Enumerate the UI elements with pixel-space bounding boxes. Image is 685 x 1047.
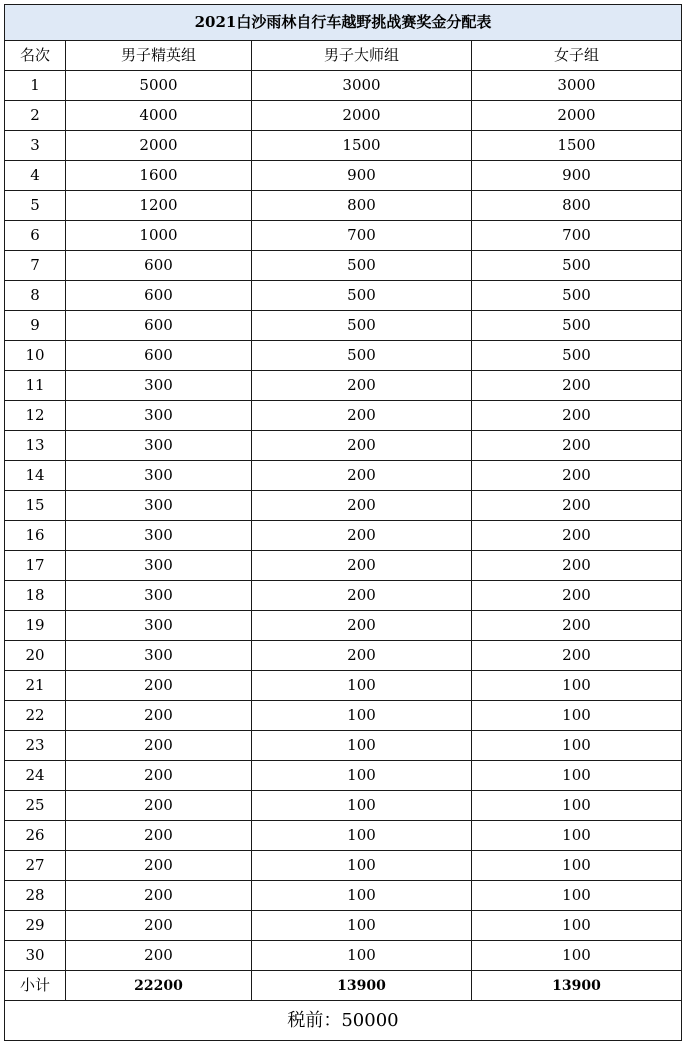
prize-sheet [4,4,681,1041]
women-cell: 100 [472,701,682,731]
men-master-cell: 200 [252,491,472,521]
men-master-cell: 100 [252,821,472,851]
women-cell: 200 [472,611,682,641]
table-row [5,161,682,191]
women-cell: 500 [472,251,682,281]
men-elite-cell: 300 [66,641,252,671]
women-cell: 200 [472,371,682,401]
rank-cell: 14 [5,461,66,491]
subtotal-row [5,971,682,1001]
men-master-cell: 100 [252,911,472,941]
rank-cell: 26 [5,821,66,851]
rank-cell: 30 [5,941,66,971]
rank-cell: 12 [5,401,66,431]
men-elite-cell: 300 [66,611,252,641]
men-master-cell: 3000 [252,71,472,101]
rank-cell: 1 [5,71,66,101]
women-cell: 500 [472,311,682,341]
table-row [5,311,682,341]
men-master-cell: 200 [252,371,472,401]
women-cell: 100 [472,851,682,881]
men-elite-cell: 200 [66,671,252,701]
men-master-cell: 200 [252,521,472,551]
table-row [5,71,682,101]
header-men-master: 男子大师组 [252,41,472,71]
rank-cell: 18 [5,581,66,611]
men-elite-cell: 300 [66,521,252,551]
men-master-cell: 100 [252,731,472,761]
header-row [5,41,682,71]
men-master-cell: 200 [252,581,472,611]
men-master-cell: 200 [252,461,472,491]
men-elite-cell: 200 [66,821,252,851]
subtotal-men-master: 13900 [252,971,472,1001]
table-row [5,791,682,821]
men-elite-cell: 300 [66,431,252,461]
table-row [5,911,682,941]
men-master-cell: 900 [252,161,472,191]
rank-cell: 29 [5,911,66,941]
men-elite-cell: 4000 [66,101,252,131]
rank-cell: 3 [5,131,66,161]
women-cell: 100 [472,881,682,911]
prize-table [4,4,682,1041]
women-cell: 700 [472,221,682,251]
men-elite-cell: 600 [66,311,252,341]
rank-cell: 8 [5,281,66,311]
women-cell: 200 [472,491,682,521]
men-elite-cell: 1600 [66,161,252,191]
table-title: 2021白沙雨林自行车越野挑战赛奖金分配表 [5,5,682,41]
rank-cell: 13 [5,431,66,461]
women-cell: 900 [472,161,682,191]
rank-cell: 7 [5,251,66,281]
men-elite-cell: 200 [66,701,252,731]
table-row [5,221,682,251]
subtotal-women: 13900 [472,971,682,1001]
table-row [5,251,682,281]
rank-cell: 27 [5,851,66,881]
table-row [5,401,682,431]
pretax-row [5,1001,682,1041]
table-row [5,851,682,881]
table-row [5,821,682,851]
men-elite-cell: 600 [66,251,252,281]
women-cell: 200 [472,581,682,611]
table-row [5,281,682,311]
rank-cell: 2 [5,101,66,131]
men-elite-cell: 300 [66,401,252,431]
rank-cell: 9 [5,311,66,341]
rank-cell: 23 [5,731,66,761]
women-cell: 100 [472,731,682,761]
rank-cell: 15 [5,491,66,521]
table-row [5,371,682,401]
table-row [5,881,682,911]
men-elite-cell: 200 [66,731,252,761]
rank-cell: 16 [5,521,66,551]
rank-cell: 24 [5,761,66,791]
table-row [5,611,682,641]
pretax-total: 税前：50000 [5,1001,682,1041]
men-master-cell: 200 [252,641,472,671]
table-row [5,101,682,131]
women-cell: 200 [472,551,682,581]
men-elite-cell: 300 [66,461,252,491]
men-elite-cell: 600 [66,281,252,311]
men-master-cell: 100 [252,881,472,911]
men-master-cell: 200 [252,611,472,641]
table-row [5,701,682,731]
women-cell: 100 [472,761,682,791]
table-row [5,461,682,491]
table-row [5,191,682,221]
men-elite-cell: 1200 [66,191,252,221]
women-cell: 100 [472,791,682,821]
table-row [5,731,682,761]
men-master-cell: 100 [252,851,472,881]
men-elite-cell: 1000 [66,221,252,251]
men-master-cell: 2000 [252,101,472,131]
men-elite-cell: 600 [66,341,252,371]
rank-cell: 19 [5,611,66,641]
women-cell: 800 [472,191,682,221]
rank-cell: 11 [5,371,66,401]
header-women: 女子组 [472,41,682,71]
rank-cell: 28 [5,881,66,911]
men-elite-cell: 200 [66,791,252,821]
men-elite-cell: 5000 [66,71,252,101]
women-cell: 200 [472,431,682,461]
header-rank: 名次 [5,41,66,71]
subtotal-label: 小计 [5,971,66,1001]
men-master-cell: 200 [252,401,472,431]
men-master-cell: 1500 [252,131,472,161]
rank-cell: 10 [5,341,66,371]
men-elite-cell: 300 [66,581,252,611]
table-row [5,131,682,161]
men-master-cell: 200 [252,551,472,581]
table-row [5,431,682,461]
rank-cell: 22 [5,701,66,731]
title-row [5,5,682,41]
women-cell: 1500 [472,131,682,161]
men-elite-cell: 200 [66,761,252,791]
table-row [5,521,682,551]
women-cell: 100 [472,911,682,941]
rank-cell: 4 [5,161,66,191]
rank-cell: 17 [5,551,66,581]
rank-cell: 5 [5,191,66,221]
men-master-cell: 200 [252,431,472,461]
men-master-cell: 500 [252,251,472,281]
men-master-cell: 800 [252,191,472,221]
women-cell: 200 [472,521,682,551]
table-row [5,341,682,371]
men-master-cell: 100 [252,941,472,971]
rank-cell: 25 [5,791,66,821]
men-elite-cell: 200 [66,881,252,911]
table-row [5,941,682,971]
men-master-cell: 500 [252,311,472,341]
men-master-cell: 500 [252,281,472,311]
table-row [5,491,682,521]
men-master-cell: 100 [252,791,472,821]
table-row [5,641,682,671]
women-cell: 500 [472,281,682,311]
women-cell: 500 [472,341,682,371]
men-master-cell: 100 [252,701,472,731]
header-men-elite: 男子精英组 [66,41,252,71]
table-row [5,581,682,611]
table-row [5,551,682,581]
women-cell: 100 [472,941,682,971]
rank-cell: 6 [5,221,66,251]
women-cell: 2000 [472,101,682,131]
women-cell: 100 [472,821,682,851]
men-elite-cell: 200 [66,941,252,971]
rank-cell: 21 [5,671,66,701]
men-elite-cell: 300 [66,491,252,521]
subtotal-men-elite: 22200 [66,971,252,1001]
women-cell: 3000 [472,71,682,101]
women-cell: 200 [472,401,682,431]
rank-cell: 20 [5,641,66,671]
men-elite-cell: 200 [66,911,252,941]
men-master-cell: 100 [252,761,472,791]
men-master-cell: 500 [252,341,472,371]
table-row [5,761,682,791]
men-elite-cell: 300 [66,371,252,401]
men-master-cell: 100 [252,671,472,701]
women-cell: 200 [472,461,682,491]
men-elite-cell: 2000 [66,131,252,161]
table-row [5,671,682,701]
women-cell: 100 [472,671,682,701]
men-elite-cell: 200 [66,851,252,881]
men-elite-cell: 300 [66,551,252,581]
women-cell: 200 [472,641,682,671]
men-master-cell: 700 [252,221,472,251]
